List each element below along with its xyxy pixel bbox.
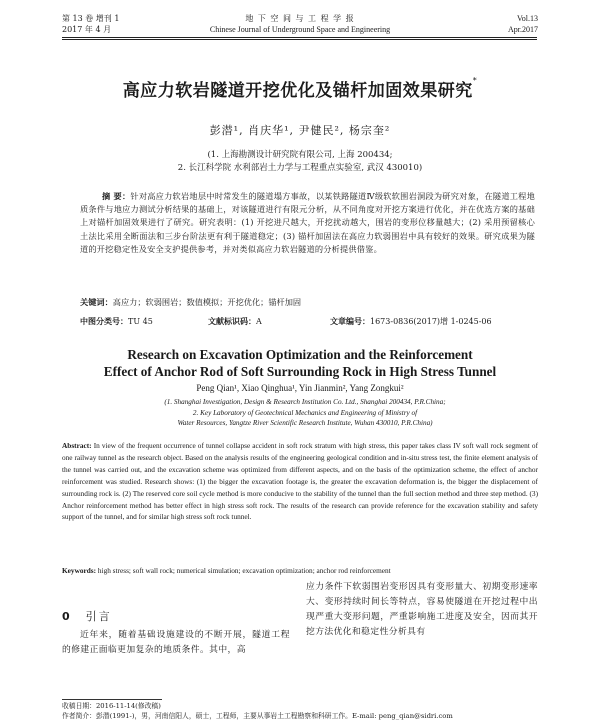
english-keywords-label: Keywords:	[62, 566, 97, 575]
english-title-line-2: Effect of Anchor Rod of Soft Surrounding Rock in High Stress Tunnel	[103, 364, 497, 379]
english-title	[0, 346, 600, 380]
chinese-abstract-label: 摘 要：	[102, 191, 131, 201]
clc-number	[80, 316, 153, 328]
chinese-affiliation-1: (1. 上海勘测设计研究院有限公司, 上海 200434;	[207, 150, 393, 160]
clc-label: 中图分类号：	[80, 317, 128, 326]
english-abstract-text: In view of the frequent occurrence of tunnel collapse accident in soft rock stratum with high stress, this paper takes class IV soft wall rock segment of one railway tunnel as the research object. Based on the analysis results of the engineering geological condition and in-situ stress test, the finite element analysis of the tunnel was carried out, and the excavation scheme was optimized from different aspects, and on the basis of the optimization scheme, the effect of anchor reinforcement was studied. Research shows: (1) the bigger the excavation footage is, the greater the excavation deformation is, the bigger the displacement of surrounding rock is. (2) The reserved core soil cycle method is more conducive to the stability of the tunnel than the full section method and three step method. (3) Anchor reinforcement method has better effect in high stress soft rock. The results of the research can provide reference for the excavation stability and safety support of the tunnel, and for similar high stress soft rock tunnel.	[62, 441, 538, 522]
chinese-title	[0, 76, 600, 101]
body-column-left: 近年来，随着基础设施建设的不断开展，隧道工程的修建正面临更加复杂的地质条件。其中，高	[62, 630, 290, 655]
header-date-en: Apr.2017	[508, 25, 538, 34]
article-number	[330, 316, 492, 328]
clc-value: TU 45	[128, 317, 153, 326]
article-number-value: 1673-0836(2017)增 1-0245-06	[370, 317, 492, 326]
english-keywords	[62, 565, 538, 576]
english-authors: Peng Qian¹, Xiao Qinghua¹, Yin Jianmin², Yang Zongkui²	[196, 383, 404, 393]
section-heading	[62, 608, 112, 624]
section-number: 0	[62, 610, 72, 623]
footnote-author: 作者简介：彭潜(1991-)，男，河南信阳人，硕士，工程师，主要从事岩土工程勘察和科研工作。E-mail: peng_qian@sidri.com	[62, 712, 453, 720]
body-column-right: 应力条件下软弱围岩变形因具有变形量大、初期变形速率大、变形持续时间长等特点，容易使隧道在开挖过程中出现严重大变形问题，严重影响施工进度及安全，因而其开挖方法优化和稳定性分析具有	[306, 582, 538, 637]
header-volume-en: Vol.13	[517, 14, 538, 23]
english-affiliations	[70, 397, 540, 429]
english-abstract-label: Abstract:	[62, 441, 92, 450]
document-code-value: A	[256, 317, 262, 326]
title-footnote-mark: *	[472, 76, 478, 85]
chinese-keywords-label: 关键词：	[80, 297, 113, 307]
chinese-keywords	[80, 296, 535, 308]
chinese-keywords-text: 高应力；软弱围岩；数值模拟；开挖优化；锚杆加固	[112, 297, 302, 307]
header-rule-top	[62, 37, 537, 38]
footnote-received: 收稿日期：2016-11-14(修改稿)	[62, 702, 161, 710]
chinese-abstract	[80, 190, 535, 256]
chinese-title-text: 高应力软岩隧道开挖优化及锚杆加固效果研究	[122, 81, 473, 101]
english-keywords-text: high stress; soft wall rock; numerical simulation; excavation optimization; anchor rod reinforcement	[97, 566, 391, 575]
header-journal-cn: 地 下 空 间 与 工 程 学 报	[245, 14, 355, 23]
chinese-affiliation-2: 2. 长江科学院 水利部岩土力学与工程重点实验室, 武汉 430010)	[177, 163, 423, 173]
english-abstract	[62, 440, 538, 523]
english-affiliation-3: Water Resources, Yangtze River Scientific Research Institute, Wuhan 430010, P.R.China)	[177, 419, 433, 427]
section-title: 引言	[85, 610, 112, 623]
header-journal-en: Chinese Journal of Underground Space and Engineering	[209, 25, 391, 34]
article-number-label: 文章编号：	[330, 317, 370, 326]
header-date-cn: 2017 年 4 月	[62, 25, 112, 34]
english-affiliation-2: 2. Key Laboratory of Geotechnical Mechanics and Engineering of Ministry of	[192, 408, 418, 417]
chinese-abstract-text: 针对高应力软岩地层中时常发生的隧道塌方事故，以某铁路隧道Ⅳ级软软围岩洞段为研究对象，在隧道工程地质条件与地应力测试分析结果的基础上，对该隧道进行有限元分析，从不同角度对开挖方案进行优化，并在优选方案的基础上对锚杆加固效果进行了研究。研究表明：(1) 开挖进尺越大，开挖扰动越大，围岩的变形位移量越大；(2) 采用预留核心土法比采用全断面法和三步台阶法更有利于隧道稳定；(3) 锚杆加固法在高应力软弱围岩中具有较好的效果。研究成果为隧道的开挖稳定性及安全支护提供参考，并对类似高应力软岩隧道的分析提供借鉴。	[80, 191, 535, 254]
document-code-label: 文献标识码：	[208, 317, 256, 326]
english-affiliation-1: (1. Shanghai Investigation, Design & Research Institution Co. Ltd., Shanghai 200434, P.R.China;	[164, 398, 446, 406]
chinese-authors: 彭潜¹, 肖庆华¹, 尹健民², 杨宗奎²	[209, 124, 391, 137]
header-volume-cn: 第 13 卷 增刊 1	[62, 14, 120, 23]
footnote-rule	[62, 699, 162, 700]
english-title-line-1: Research on Excavation Optimization and the Reinforcement	[127, 347, 473, 362]
document-code	[208, 316, 262, 328]
header-rule-bottom	[62, 39, 537, 40]
